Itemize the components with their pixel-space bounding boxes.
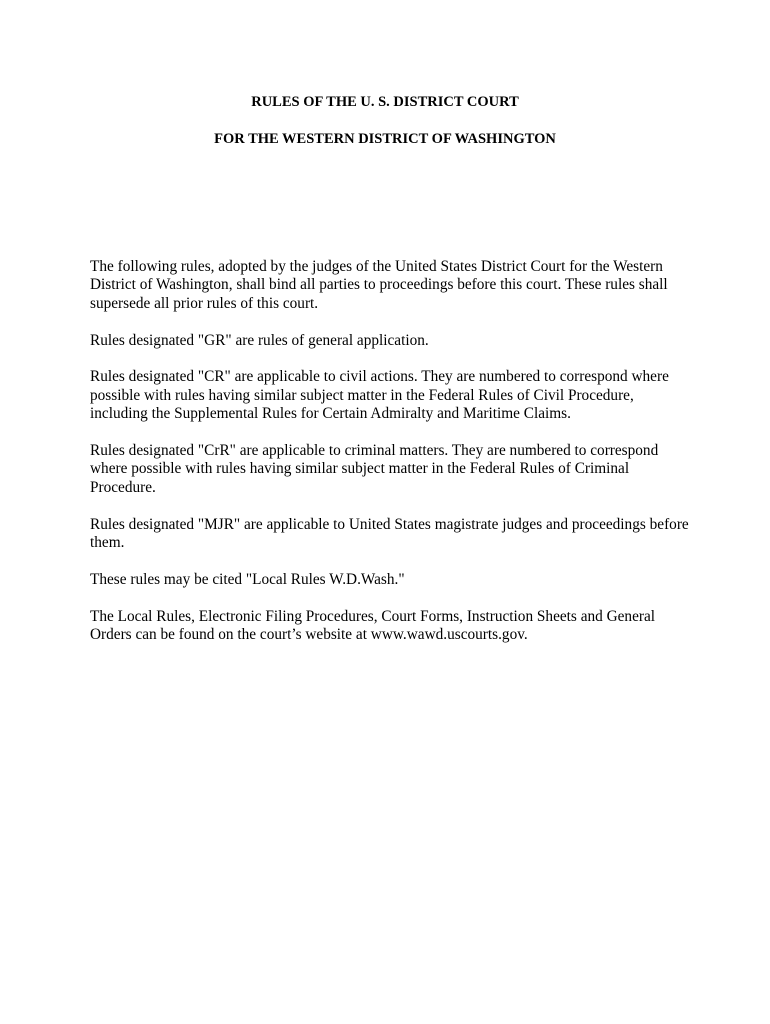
document-subtitle: FOR THE WESTERN DISTRICT OF WASHINGTON [214, 131, 556, 147]
paragraph-website: The Local Rules, Electronic Filing Procedures, Court Forms, Instruction Sheets and General Orders can be found on the court’s website at www.wawd.uscourts.gov. [90, 607, 656, 644]
paragraph-gr-rules: Rules designated "GR" are rules of general application. [90, 331, 429, 349]
paragraph-intro: The following rules, adopted by the judges of the United States District Court for the Western District of Washington, shall bind all parties to proceedings before this court. These rules shall supersede all prior rules of this court. [90, 258, 668, 312]
paragraph-mjr-rules: Rules designated "MJR" are applicable to United States magistrate judges and proceedings before them. [90, 515, 689, 552]
paragraph-crr-rules: Rules designated "CrR" are applicable to criminal matters. They are numbered to correspond where possible with rules having similar subject matter in the Federal Rules of Criminal Procedure. [90, 442, 659, 496]
document-title: RULES OF THE U. S. DISTRICT COURT [251, 94, 519, 110]
document-body [90, 258, 690, 663]
title-block [0, 94, 770, 148]
paragraph-citation: These rules may be cited "Local Rules W.D.Wash." [90, 570, 405, 588]
paragraph-cr-rules: Rules designated "CR" are applicable to civil actions. They are numbered to correspond where possible with rules having similar subject matter in the Federal Rules of Civil Procedure, including the Supplemental Rules for Certain Admiralty and Maritime Claims. [90, 368, 669, 423]
